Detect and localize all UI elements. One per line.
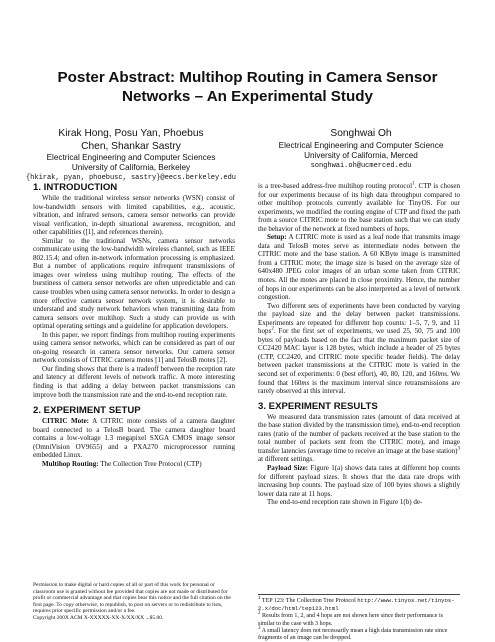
footnote-ref: 1 [412, 181, 415, 187]
intro-paragraph: Similar to the traditional WSNs, camera sensor networks communicate using the low-bandwidth wireless channel, such as IEEE 802.15.4; and often in-network information processing is emphasized. But a number of applications require infrequent transmissions of images over wireless using multihop routing. The effects of the burstiness of camera sensor networks are often unpredictable and can cause troubles when using camera sensor networks. In order to design a more effective camera sensor network system, it is desirable to understand and study network behaviors when transmitting data from camera sensors over multihop. Such a study can provide us with optimal operating settings and a guideline for application developers. [33, 236, 235, 331]
author-university: University of California, Merced [304, 150, 418, 160]
left-column [33, 182, 235, 468]
footnote-number: 3 [258, 625, 261, 631]
footnote-ref: 2 [271, 326, 274, 332]
footnote-ref: 3 [457, 446, 460, 452]
paragraph-text: is a tree-based address-free multihop routing protocol [258, 182, 413, 190]
copyright-line: Copyright 200X ACM X-XXXXX-XX-X/XX/XX ...$5.00. [33, 614, 164, 621]
author-block-merced [248, 128, 474, 171]
footnotes [258, 594, 460, 642]
paragraph-text: Figure 1(a) shows data rates at different hop counts for different payload sizes. It shows that the data rate drops with increasing hop counts. The payload size of 100 bytes shows a slightly lower data rate at 11 hops. [258, 463, 460, 498]
paragraph-text: . For the first set of experiments, we used 25, 50, 75 and 100 bytes of payloads based on the fact that the maximum packet size of CC2420 MAC layer is 128 bytes, which include a header of 25 bytes (CTP, CC2420, and CITRIC mote specific header fields). The delay between packet transmissions at the CITRIC mote is varied in the second set of experiments: 0 (best effort), 40, 80, 120, and 160 [258, 327, 460, 379]
experiments-paragraph [258, 302, 460, 396]
paragraph-text: is the maximum interval since retransmissions are rarely observed at this interval. [258, 378, 461, 396]
intro-paragraph: In this paper, we report findings from multihop routing experiments using camera sensor networks, which can be considered as part of our on-going research in camera sensor networks. Our camera sensor network consists of CITRIC camera motes [1] and TelosB motes [2]. [33, 330, 235, 365]
setup-paragraph-citric [33, 417, 235, 460]
results-paragraph [258, 413, 460, 464]
author-names: Kirak Hong, Posu Yan, Phoebus Chen, Shankar Sastry [58, 128, 204, 152]
author-names: Songhwai Oh [330, 128, 392, 139]
permission-notice [33, 582, 235, 622]
unit-ms: ms [439, 370, 447, 379]
author-block-berkeley [20, 128, 242, 183]
footnote-number: 1 [258, 596, 261, 601]
reception-paragraph: The end-to-end reception rate shown in Figure 1(b) de- [267, 498, 423, 507]
paragraph-text: . We found that 160 [258, 370, 460, 387]
run-in-heading: Payload Size: [267, 463, 309, 472]
run-in-heading: Setup: [267, 233, 287, 242]
paragraph-text: . CTP is chosen for our experiments because of its high data throughput compared to other multihop protocols currently available for TinyOS. For our experiments, we modified the routing engine of CTP and fixed the path from a source CITRIC mote to the base station such that we can study the behavior of the network at fixed numbers of hops. [258, 182, 460, 233]
paper-title: Poster Abstract: Multihop Routing in Camera Sensor Networks – An Experimental Study [57, 69, 438, 105]
paragraph-text: at different settings. [258, 455, 315, 464]
run-in-heading: CITRIC Mote: [42, 417, 89, 426]
section-heading-experiment-results: 3. EXPERIMENT RESULTS [258, 400, 378, 412]
paragraph-text: The Collection Tree Protocol (CTP) [98, 459, 202, 468]
section-heading-experiment-setup: 2. EXPERIMENT SETUP [33, 405, 141, 417]
ctp-paragraph [258, 182, 460, 233]
right-column [258, 182, 460, 507]
footnote-2 [258, 613, 460, 627]
intro-paragraph: While the traditional wireless sensor networks (WSN) consist of low-bandwidth sensors with limited capabilities, e.g., acoustic, vibration, and infrared sensors, camera sensor networks can provide visual verification, in-depth situational awareness, recognition, and other capabilities ([1], and references therein). [33, 194, 235, 237]
paragraph-text: A CITRIC mote is used as a leaf node that transmits image data and TelosB motes serve as intermediate nodes between the CITRIC mote and the base station. A 60 KByte image is transmitted from a CITRIC mote; the image size is based on the average size of 640x480 JPEG color images of an urban scene taken from CITRIC motes. All the motes are placed in close proximity. Hence, the number of hops in our experiments can be also interpreted as a level of network congestion. [258, 233, 460, 302]
author-university: University of California, Berkeley [71, 163, 191, 172]
author-department: Electrical Engineering and Computer Science [278, 140, 444, 150]
intro-paragraph: Our finding shows that there is a tradeoff between the reception rate and latency at different levels of network traffic. A more interesting finding is that adding a delay between packet transmissions can improve both the transmission rate and the end-to-end reception rate. [33, 364, 235, 399]
footnote-text: A small latency does not necessarily mean a high data transmission rate since fragments of an image can be dropped. [258, 627, 448, 642]
section-heading-introduction: 1. INTRODUCTION [33, 182, 118, 193]
setup-paragraph [258, 233, 460, 301]
footnote-url-link[interactable]: http://www.tinyos.net/tinyos-2.x/doc/html/tep123.html [258, 597, 455, 613]
permission-text: Permission to make digital or hard copies of all or part of this work for personal or classroom use is granted without fee provided that copies are not made or distributed for profit or commercial advantage and that copies bear this notice and the full citation on the first page. To copy otherwise, to republish, to post on servers or to redistribute to lists, requires prior specific permission and/or a fee. [33, 582, 231, 615]
footnote-text: TEP 123: The Collection Tree Protocol [261, 598, 356, 604]
run-in-heading: Multihop Routing: [42, 459, 99, 468]
paragraph-text: Two different sets of experiments have been conducted by varying the payload size and the delay between packet transmissions. Experiments are repeated for different hop counts: 1–5, 7, 9, and 11 hops [258, 301, 460, 336]
payload-paragraph [258, 464, 460, 498]
footnote-1 [258, 597, 460, 613]
paragraph-text: We measured data transmission rates (amount of data received at the base station divided by the transmission time), end-to-end reception rates (ratio of the number of packets received at the base station to the total number of packets sent from the CITRIC mote), and image transfer latencies (average time to receive an image at the base station) [258, 412, 460, 455]
author-department: Electrical Engineering and Computer Sciences [46, 153, 216, 162]
paragraph-text: A CITRIC mote consists of a camera daughter board connected to a TelosB board. The camera daughter board contains a low-voltage 1.3 megapixel SXGA CMOS image sensor (OmniVision OV9655) and a PXA270 microprocessor running embedded Linux. [33, 417, 235, 460]
unit-ms: ms [301, 378, 310, 387]
footnote-number: 2 [258, 611, 261, 617]
setup-paragraph-multihop [33, 460, 235, 469]
author-email: songhwai.oh@ucmerced.edu [310, 161, 412, 170]
footnote-text: Results from 1, 2, and 4 hops are not shown here since their performance is similar to the case with 3 hops. [258, 613, 443, 627]
author-email: {hkirak, pyan, phoebusc, sastry}@eecs.berkeley.edu [25, 174, 237, 182]
